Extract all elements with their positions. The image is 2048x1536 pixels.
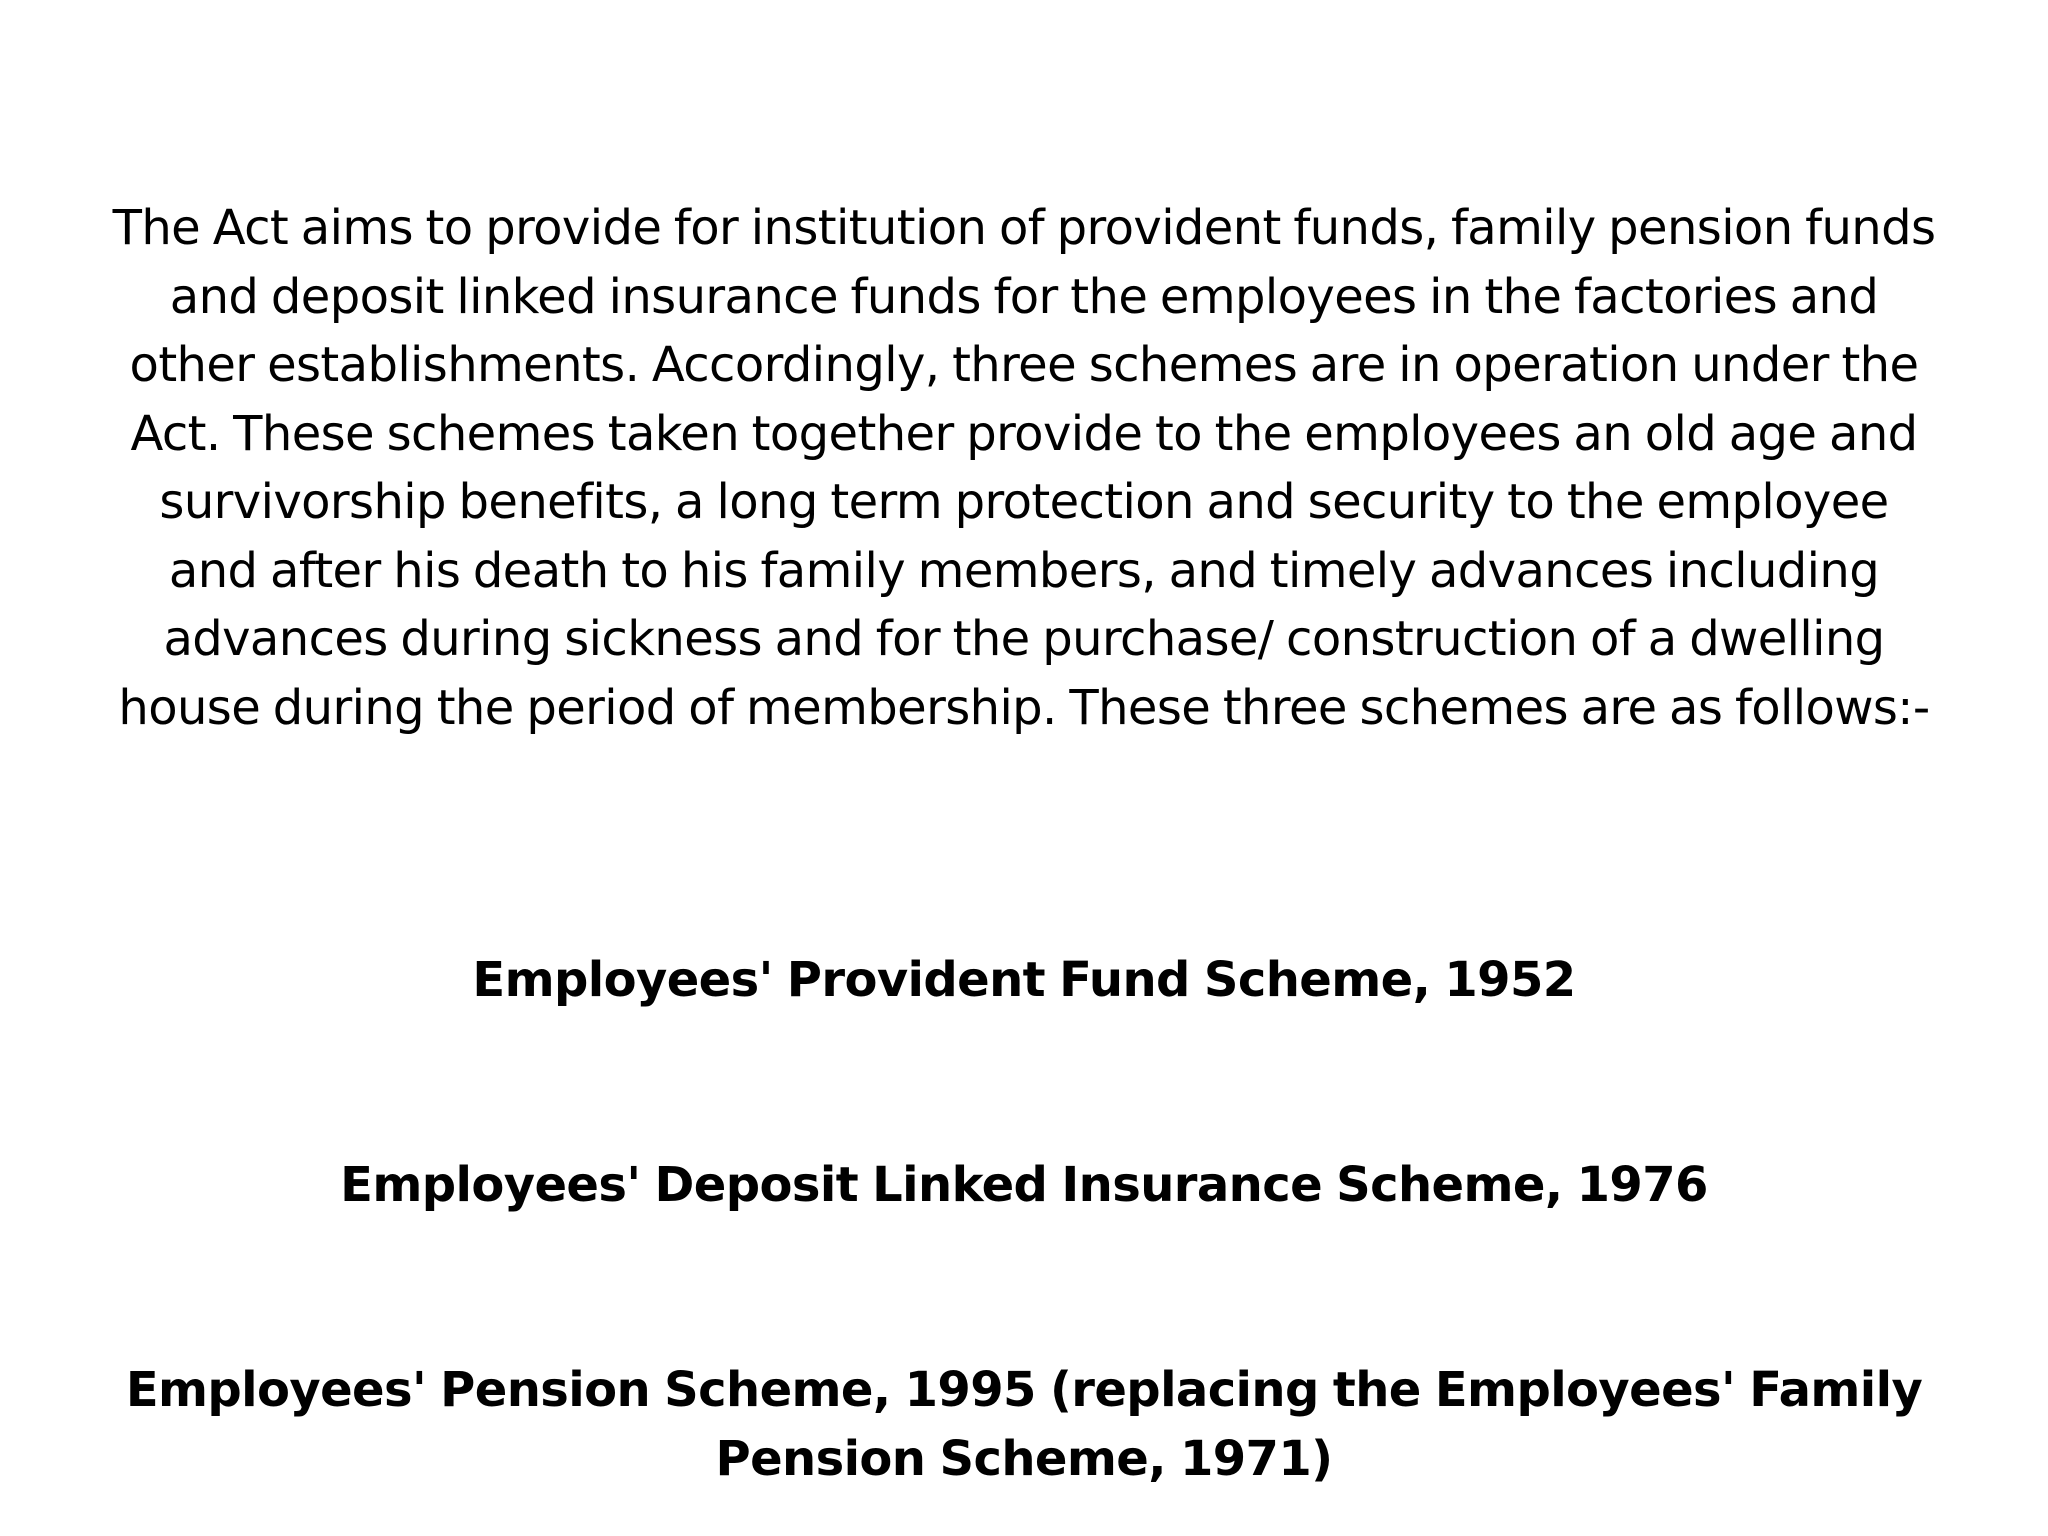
intro-paragraph: The Act aims to provide for institution of provident funds, family pension funds and deposit linked insurance funds for the employees in the factories and other establishments. Accordingly, three schemes are in operation under the Act. These schemes taken together provide to the employees an old age and survivorship benefits, a long term protection and security to the employee and after his death to his family members, and timely advances including advances during sickness and for the purchase/ construction of a dwelling house during the period of membership. These three schemes are as follows:- [112,200,1936,736]
scheme-epf-heading: Employees' Provident Fund Scheme, 1952 [472,952,1576,1008]
scheme-eps-heading: Employees' Pension Scheme, 1995 (replacing the Employees' Family Pension Scheme, 1971) [125,1362,1923,1487]
scheme-edli-heading: Employees' Deposit Linked Insurance Scheme, 1976 [340,1157,1708,1213]
